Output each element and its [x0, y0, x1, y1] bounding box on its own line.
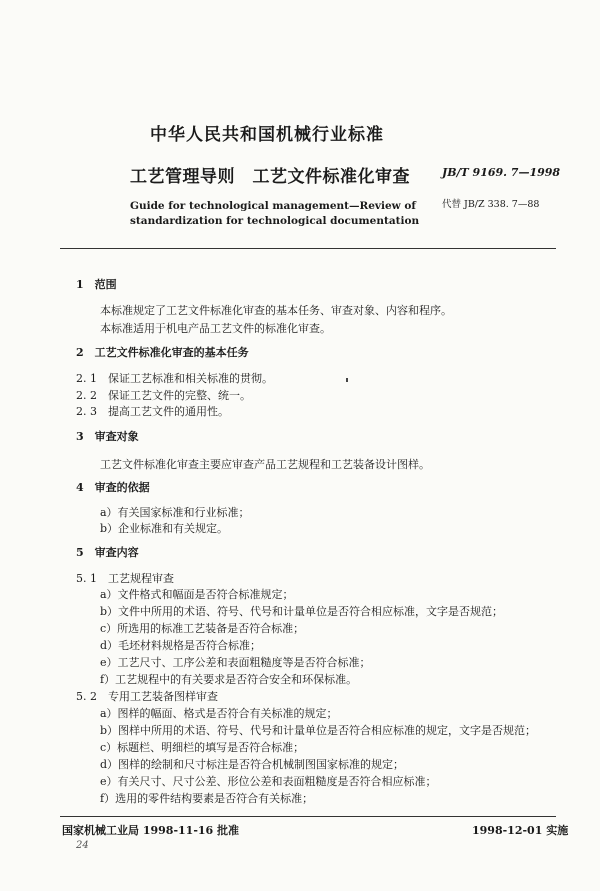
section-1-heading: 1 范围 [76, 278, 117, 291]
clause-5-1-heading: 5. 1 工艺规程审查 [76, 572, 174, 585]
section-3-paragraph: 工艺文件标准化审查主要应审查产品工艺规程和工艺装备设计图样。 [100, 458, 430, 471]
clause-5-2-heading: 5. 2 专用工艺装备图样审查 [76, 690, 218, 703]
clause-5-2-item-e: e）有关尺寸、尺寸公差、形位公差和表面粗糙度是否符合相应标准； [100, 775, 437, 788]
section-2-heading: 2 工艺文件标准化审查的基本任务 [76, 346, 249, 359]
document-title: 工艺管理导则 工艺文件标准化审查 [130, 167, 410, 187]
section-5-heading: 5 审查内容 [76, 546, 139, 559]
section-4-item-a: a）有关国家标准和行业标准； [100, 506, 250, 519]
clause-5-2-item-f: f）选用的零件结构要素是否符合有关标准； [100, 792, 314, 805]
replaces-standard: 代替 JB/Z 338. 7—88 [442, 199, 540, 210]
clause-2-2: 2. 2 保证工艺文件的完整、统一。 [76, 389, 251, 402]
clause-5-2-item-c: c）标题栏、明细栏的填写是否符合标准； [100, 741, 305, 754]
clause-5-2-item-a: a）图样的幅面、格式是否符合有关标准的规定； [100, 707, 338, 720]
footer-divider [60, 816, 556, 817]
section-4-heading: 4 审查的依据 [76, 481, 150, 494]
clause-5-1-item-c: c）所选用的标准工艺装备是否符合标准； [100, 622, 305, 635]
industry-standard-heading: 中华人民共和国机械行业标准 [150, 125, 384, 145]
clause-5-1-item-b: b）文件中所用的术语、符号、代号和计量单位是否符合相应标准，文字是否规范； [100, 605, 504, 618]
section-3-heading: 3 审查对象 [76, 430, 139, 443]
english-title-line-2: standardization for technological documentation [130, 215, 420, 227]
clause-5-1-item-a: a）文件格式和幅面是否符合标准规定； [100, 588, 294, 601]
section-4-item-b: b）企业标准和有关规定。 [100, 522, 229, 535]
clause-2-1: 2. 1 保证工艺标准和相关标准的贯彻。 [76, 372, 273, 385]
clause-2-3: 2. 3 提高工艺文件的通用性。 [76, 405, 229, 418]
clause-5-2-item-d: d）图样的绘制和尺寸标注是否符合机械制图国家标准的规定； [100, 758, 405, 771]
clause-5-1-item-d: d）毛坯材料规格是否符合标准； [100, 639, 262, 652]
section-1-paragraph-2: 本标准适用于机电产品工艺文件的标准化审查。 [100, 322, 331, 335]
standard-number: JB/T 9169. 7—1998 [442, 166, 561, 179]
english-title-line-1: Guide for technological management—Review of [130, 200, 416, 212]
clause-5-1-item-f: f）工艺规程中的有关要求是否符合安全和环保标准。 [100, 673, 358, 686]
page-number: 24 [76, 840, 89, 851]
section-1-paragraph-1: 本标准规定了工艺文件标准化审查的基本任务、审查对象、内容和程序。 [100, 304, 452, 317]
clause-5-1-item-e: e）工艺尺寸、工序公差和表面粗糙度等是否符合标准； [100, 656, 371, 669]
approval-date: 国家机械工业局 1998-11-16 批准 [62, 824, 240, 837]
effective-date: 1998-12-01 实施 [472, 824, 569, 837]
scan-speck [346, 378, 348, 382]
header-divider [60, 248, 556, 249]
clause-5-2-item-b: b）图样中所用的术语、符号、代号和计量单位是否符合相应标准的规定，文字是否规范； [100, 724, 537, 737]
